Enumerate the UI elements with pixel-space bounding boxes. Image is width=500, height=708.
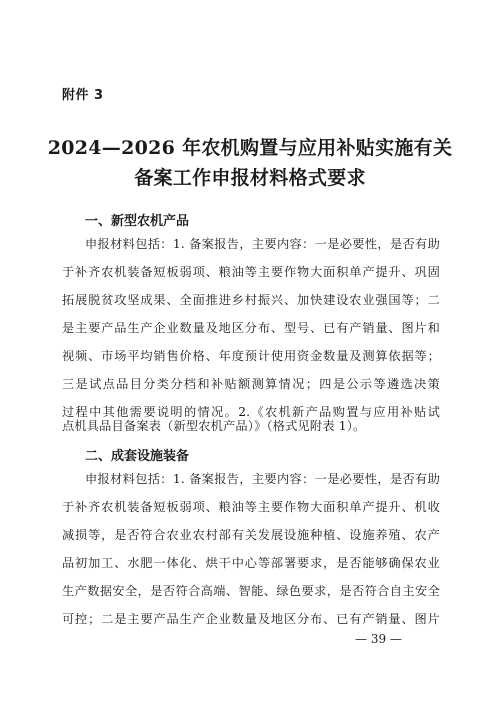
paragraph-line: 申报材料包括：1. 备案报告，主要内容：一是必要性，是否有助 <box>85 472 440 486</box>
attachment-label: 附件 3 <box>62 88 104 103</box>
section-heading-new-machinery: 一、新型农机产品 <box>85 214 190 229</box>
paragraph-line: 减损等，是否符合农业农村部有关发展设施种植、设施养殖、农产 <box>62 528 440 542</box>
paragraph-line: 可控；二是主要产品生产企业数量及地区分布、已有产销量、图片 <box>62 612 440 626</box>
section-heading-complete-equipment: 二、成套设施装备 <box>85 449 190 464</box>
page-number: — 39 — <box>355 632 402 646</box>
document-title-line-1: 2024—2026 年农机购置与应用补贴实施有关 <box>47 137 453 159</box>
document-title-line-2: 备案工作申报材料格式要求 <box>134 167 366 189</box>
paragraph-line: 是主要产品生产企业数量及地区分布、型号、已有产销量、图片和 <box>62 321 440 335</box>
paragraph-line: 点机具品目备案表（新型农机产品）》（格式见附表 1）。 <box>62 419 366 433</box>
paragraph-line: 过程中其他需要说明的情况。2.《农机新产品购置与应用补贴试 <box>62 405 440 419</box>
paragraph-line: 于补齐农机装备短板弱项、粮油等主要作物大面积单产提升、巩固 <box>62 265 440 279</box>
paragraph-line: 申报材料包括：1. 备案报告，主要内容：一是必要性，是否有助 <box>85 237 440 251</box>
paragraph-line: 品初加工、水肥一体化、烘干中心等部署要求，是否能够确保农业 <box>62 556 440 570</box>
paragraph-line: 视频、市场平均销售价格、年度预计使用资金数量及测算依据等； <box>62 349 440 363</box>
paragraph-line: 拓展脱贫攻坚成果、全面推进乡村振兴、加快建设农业强国等；二 <box>62 293 440 307</box>
paragraph-line: 生产数据安全，是否符合高端、智能、绿色要求，是否符合自主安全 <box>62 584 440 598</box>
paragraph-line: 三是试点品目分类分档和补贴额测算情况；四是公示等遴选决策 <box>62 377 440 391</box>
paragraph-line: 于补齐农机装备短板弱项、粮油等主要作物大面积单产提升、机收 <box>62 500 440 514</box>
